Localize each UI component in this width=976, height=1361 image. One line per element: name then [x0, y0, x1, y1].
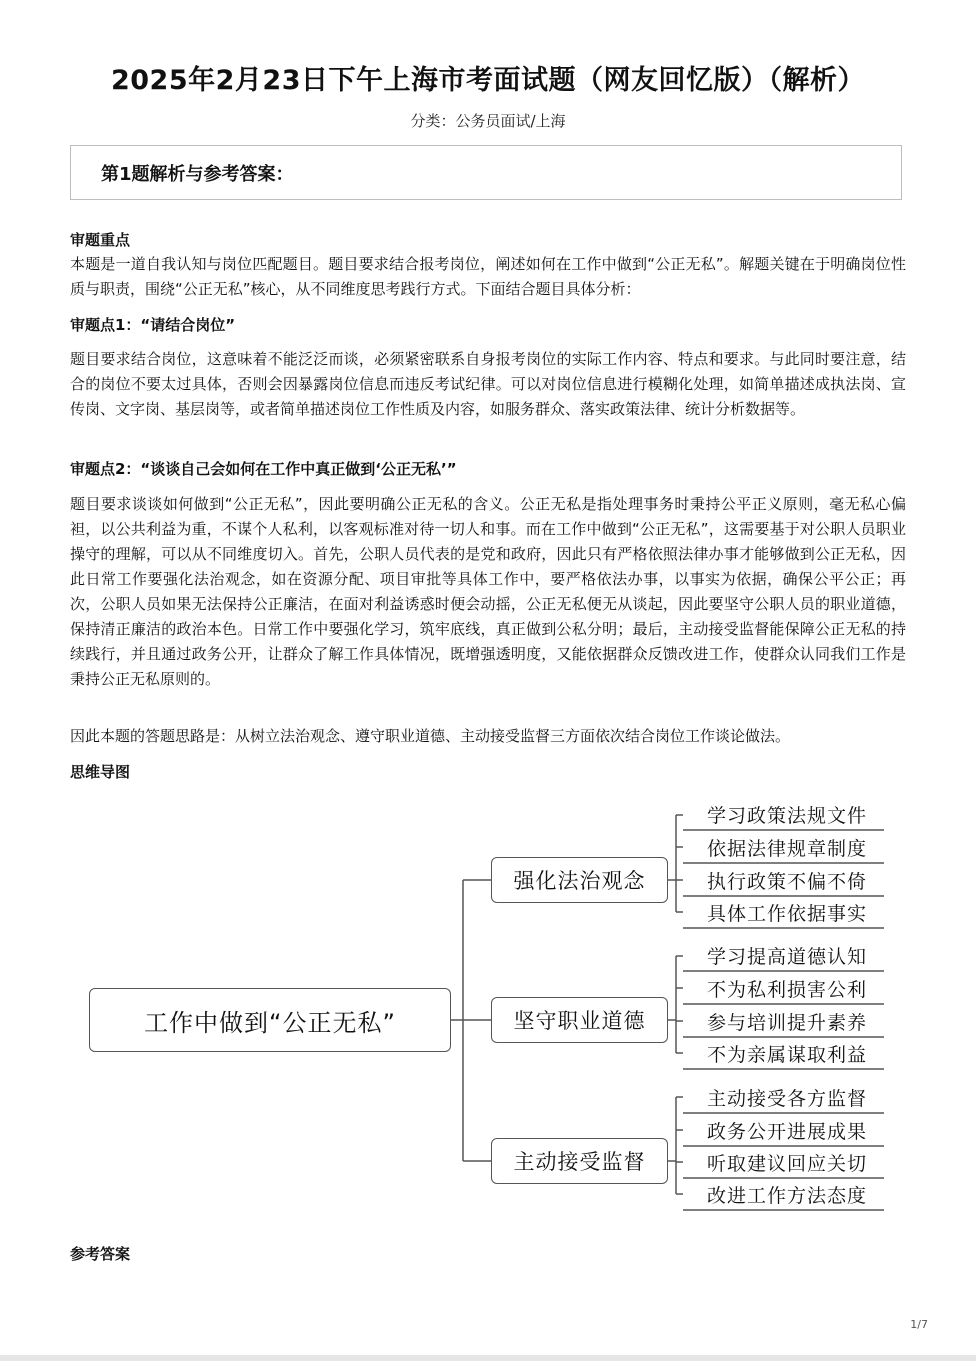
mindmap-branch-rule-of-law: 强化法治观念 [491, 857, 668, 903]
mindmap-branch-supervision: 主动接受监督 [491, 1138, 668, 1184]
mindmap-leaf: 改进工作方法态度 [707, 1185, 868, 1207]
mindmap-leaf: 听取建议回应关切 [707, 1153, 868, 1175]
mindmap-heading: 思维导图 [70, 763, 131, 781]
summary-text: 因此本题的答题思路是：从树立法治观念、遵守职业道德、主动接受监督三方面依次结合岗位工作谈论做法。 [70, 727, 791, 745]
category-label: 分类：公务员面试/上海 [410, 112, 566, 130]
point1-text: 题目要求结合岗位，这意味着不能泛泛而谈，必须紧密联系自身报考岗位的实际工作内容、特点和要求。与此同时要注意，结合的岗位不要太过具体，否则会因暴露岗位信息而违反考试纪律。可以对岗位信息进行模糊化处理，如简单描述成执法岗、宣传岗、文字岗、基层岗等，或者简单描述岗位工作性质及内容，如服务群众、落实政策法律、统计分析数据等。 [70, 350, 906, 418]
mindmap-leaf: 依据法律规章制度 [707, 838, 868, 860]
point2-text: 题目要求谈谈如何做到“公正无私”，因此要明确公正无私的含义。公正无私是指处理事务时秉持公平正义原则，毫无私心偏袒，以公共利益为重，不谋个人私利，以客观标准对待一切人和事。而在工作中做到“公正无私”，这需要基于对公职人员职业操守的理解，可以从不同维度切入。首先，公职人员代表的是党和政府，因此只有严格依照法律办事才能够做到公正无私，因此日常工作要强化法治观念，如在资源分配、项目审批等具体工作中，要严格依法办事，以事实为依据，确保公平公正；再次，公职人员如果无法保持公正廉洁，在面对利益诱惑时便会动摇，公正无私便无从谈起，因此要坚守公职人员的职业道德，保持清正廉洁的政治本色。日常工作中要强化学习，筑牢底线，真正做到公私分明；最后，主动接受监督能保障公正无私的持续践行，并且通过政务公开，让群众了解工作具体情况，既增强透明度，又能依据群众反馈改进工作，使群众认同我们工作是秉持公正无私原则的。 [70, 495, 906, 688]
mindmap-leaf: 参与培训提升素养 [707, 1012, 868, 1034]
page-number: 1/7 [910, 1318, 928, 1331]
mindmap-leaf: 主动接受各方监督 [707, 1088, 868, 1110]
mindmap-root-node: 工作中做到“公正无私” [89, 988, 451, 1052]
page-title: 2025年2月23日下午上海市考面试题（网友回忆版）（解析） [110, 65, 865, 96]
review-focus-heading: 审题重点 [70, 231, 131, 249]
point2-heading: 审题点2：“谈谈自己会如何在工作中真正做到‘公正无私’” [70, 460, 457, 478]
point1-heading: 审题点1：“请结合岗位” [70, 316, 236, 334]
mindmap-leaf: 政务公开进展成果 [707, 1121, 868, 1143]
mindmap-branch-ethics: 坚守职业道德 [491, 997, 668, 1043]
mindmap-leaf: 具体工作依据事实 [707, 903, 868, 925]
reference-answer-heading: 参考答案 [70, 1245, 131, 1263]
page-bottom-edge [0, 1355, 976, 1361]
review-focus-text: 本题是一道自我认知与岗位匹配题目。题目要求结合报考岗位，阐述如何在工作中做到“公正无私”。解题关键在于明确岗位性质与职责，围绕“公正无私”核心，从不同维度思考践行方式。下面结合题目具体分析： [70, 255, 906, 298]
mindmap-leaf: 学习政策法规文件 [707, 805, 868, 827]
mindmap-leaf: 执行政策不偏不倚 [707, 871, 868, 893]
mindmap-leaf: 不为私利损害公利 [707, 979, 868, 1001]
mindmap-leaf: 不为亲属谋取利益 [707, 1044, 868, 1066]
mindmap-leaf: 学习提高道德认知 [707, 946, 868, 968]
question-heading: 第1题解析与参考答案： [101, 164, 294, 185]
